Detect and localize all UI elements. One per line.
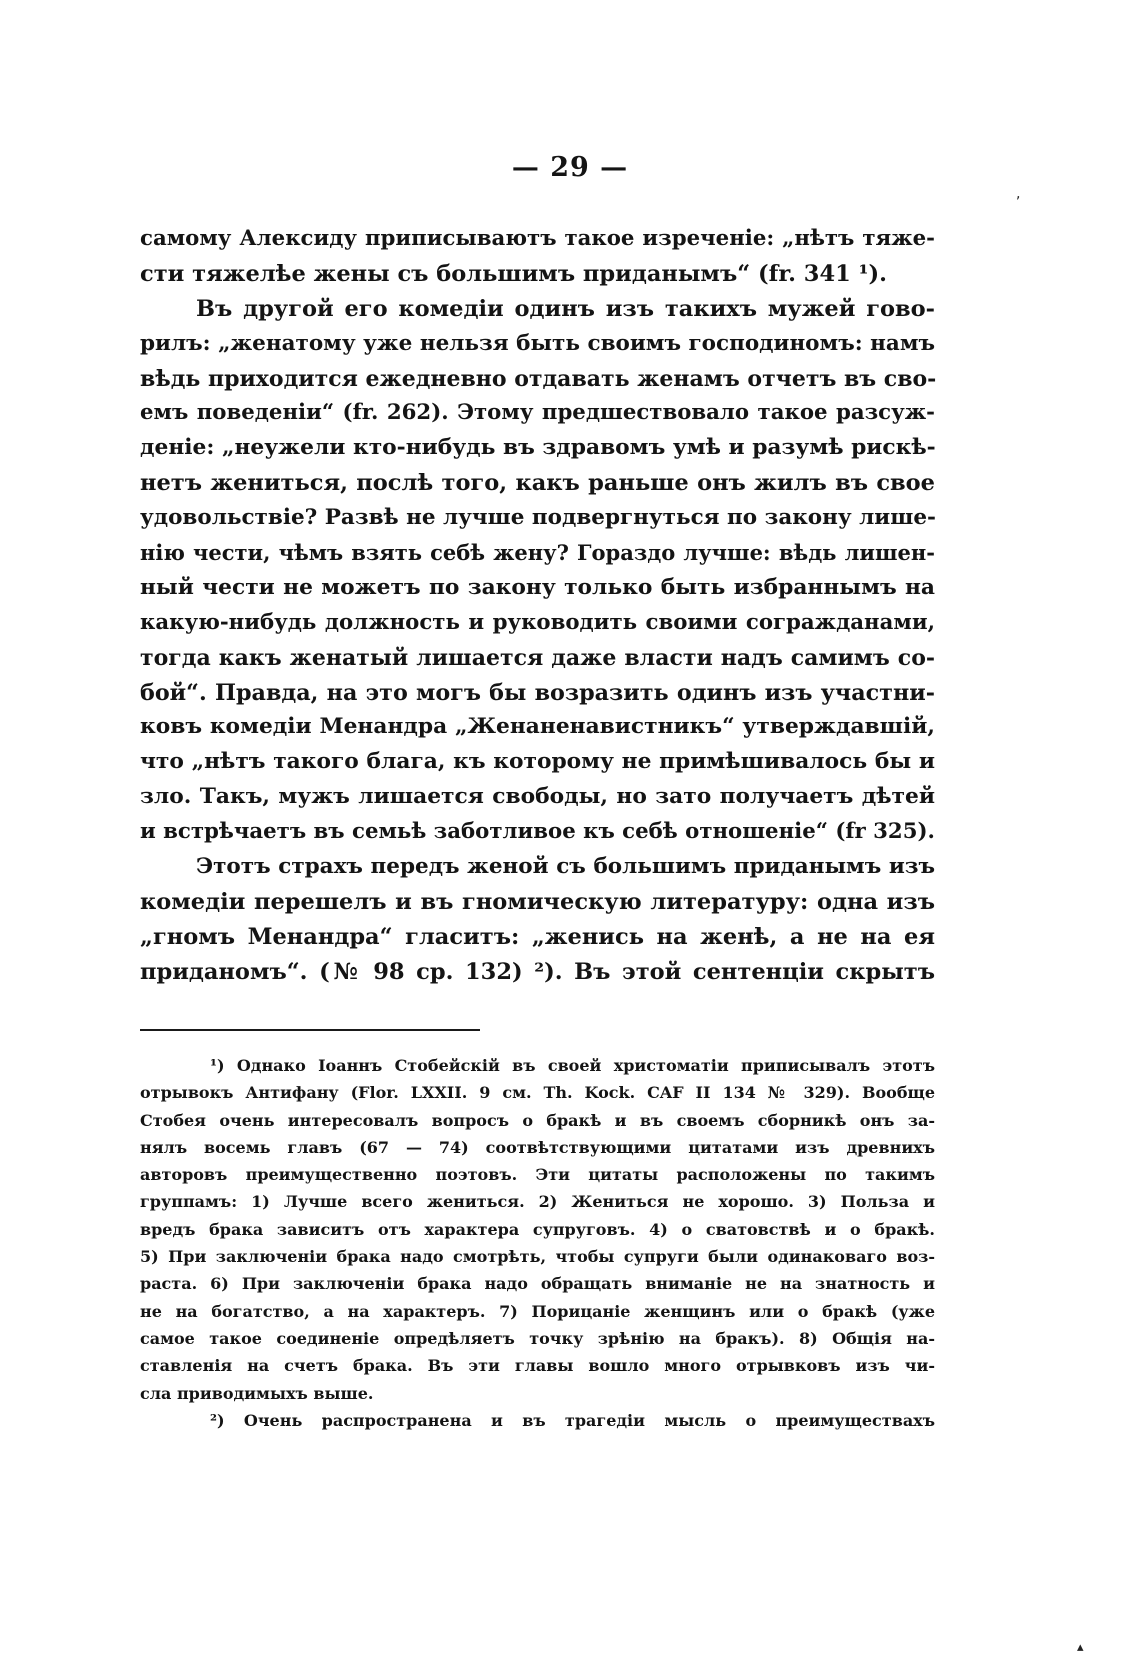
- footnotes: [140, 1052, 935, 1434]
- text-line: ный чести не можетъ по закону только быть избраннымъ на: [140, 574, 935, 600]
- footnote-line: ставленія на счетъ брака. Въ эти главы вошло много отрывковъ изъ чи-: [140, 1356, 935, 1376]
- text-line: тогда какъ женатый лишается даже власти надъ самимъ со-: [140, 644, 935, 671]
- text-line: что „нѣтъ такого блага, къ которому не примѣшивалось бы и: [140, 749, 935, 775]
- scan-speck-mark: ,: [1016, 186, 1021, 202]
- footnote-line: нялъ восемь главъ (67 — 74) соотвѣтствующими цитатами изъ древнихъ: [140, 1137, 935, 1157]
- footnote-line: ²) Очень распространена и въ трагедіи мысль о преимуществахъ: [210, 1410, 935, 1430]
- text-line: удовольствіе? Развѣ не лучше подвергнуться по закону лише-: [140, 505, 936, 531]
- text-line: какую-нибудь должность и руководить своими согражданами,: [140, 609, 935, 635]
- text-line: и встрѣчаетъ въ семьѣ заботливое къ себѣ отношеніе“ (fr 325).: [140, 819, 935, 845]
- footnote-line: раста. 6) При заключеніи брака надо обращать вниманіе не на знатность и: [140, 1274, 935, 1294]
- scan-speck-mark: ▴: [1077, 1640, 1084, 1655]
- page-number: — 29 —: [511, 152, 629, 183]
- footnote-line: авторовъ преимущественно поэтовъ. Эти цитаты расположены по такимъ: [140, 1165, 935, 1185]
- text-line: сти тяжелѣе жены съ большимъ приданымъ“ (fr. 341 ¹).: [140, 260, 887, 287]
- text-line: „гномъ Менандра“ гласитъ: „женись на женѣ, а не на ея: [140, 923, 935, 950]
- main-text: [140, 222, 935, 990]
- text-line: деніе: „неужели кто-нибудь въ здравомъ умѣ и разумѣ рискѣ-: [140, 435, 936, 461]
- footnote-line: не на богатство, а на характеръ. 7) Порицаніе женщинъ или о бракѣ (уже: [140, 1301, 935, 1321]
- footnote-line: Стобея очень интересовалъ вопросъ о бракѣ и въ своемъ сборникѣ онъ за-: [140, 1110, 935, 1130]
- text-line: Въ другой его комедіи одинъ изъ такихъ мужей гово-: [196, 295, 935, 322]
- footnote-line: отрывокъ Антифану (Flor. LXXII. 9 см. Th. Kock. CAF II 134 № 329). Вообще: [140, 1083, 935, 1103]
- text-line: самому Алексиду приписываютъ такое изреченіе: „нѣтъ тяже-: [140, 226, 935, 251]
- footnote-line: группамъ: 1) Лучше всего жениться. 2) Жениться не хорошо. 3) Польза и: [140, 1192, 935, 1212]
- footnote-line: вредъ брака зависитъ отъ характера супруговъ. 4) о сватовствѣ и о бракѣ.: [140, 1219, 935, 1239]
- text-line: бой“. Правда, на это могъ бы возразить одинъ изъ участни-: [140, 679, 935, 706]
- footnote-divider: [140, 1029, 480, 1031]
- text-line: рилъ: „женатому уже нельзя быть своимъ господиномъ: намъ: [140, 330, 935, 356]
- footnote-line: ¹) Однако Іоаннъ Стобейскій въ своей христоматіи приписывалъ этотъ: [210, 1056, 935, 1075]
- text-line: Этотъ страхъ передъ женой съ большимъ приданымъ изъ: [196, 854, 935, 880]
- text-line: ковъ комедіи Менандра „Женаненавистникъ“ утверждавшій,: [140, 714, 935, 740]
- text-line: вѣдь приходится ежедневно отдавать женамъ отчетъ въ сво-: [140, 365, 937, 392]
- text-line: нетъ жениться, послѣ того, какъ раньше онъ жилъ въ свое: [140, 470, 935, 497]
- text-line: комедіи перешелъ и въ гномическую литературу: одна изъ: [140, 888, 935, 915]
- text-line: нію чести, чѣмъ взять себѣ жену? Гораздо лучше: вѣдь лишен-: [140, 540, 935, 566]
- text-line: емъ поведеніи“ (fr. 262). Этому предшествовало такое разсуж-: [140, 400, 935, 426]
- footnote-line: сла приводимыхъ выше.: [140, 1383, 374, 1403]
- footnote-line: 5) При заключеніи брака надо смотрѣть, чтобы супруги были одинаковаго воз-: [140, 1247, 935, 1267]
- text-line: зло. Такъ, мужъ лишается свободы, но зато получаетъ дѣтей: [140, 784, 935, 810]
- footnote-line: самое такое соединеніе опредѣляетъ точку зрѣнію на бракъ). 8) Общія на-: [140, 1328, 935, 1348]
- text-line: приданомъ“. (№ 98 ср. 132) ²). Въ этой сентенціи скрытъ: [140, 958, 935, 985]
